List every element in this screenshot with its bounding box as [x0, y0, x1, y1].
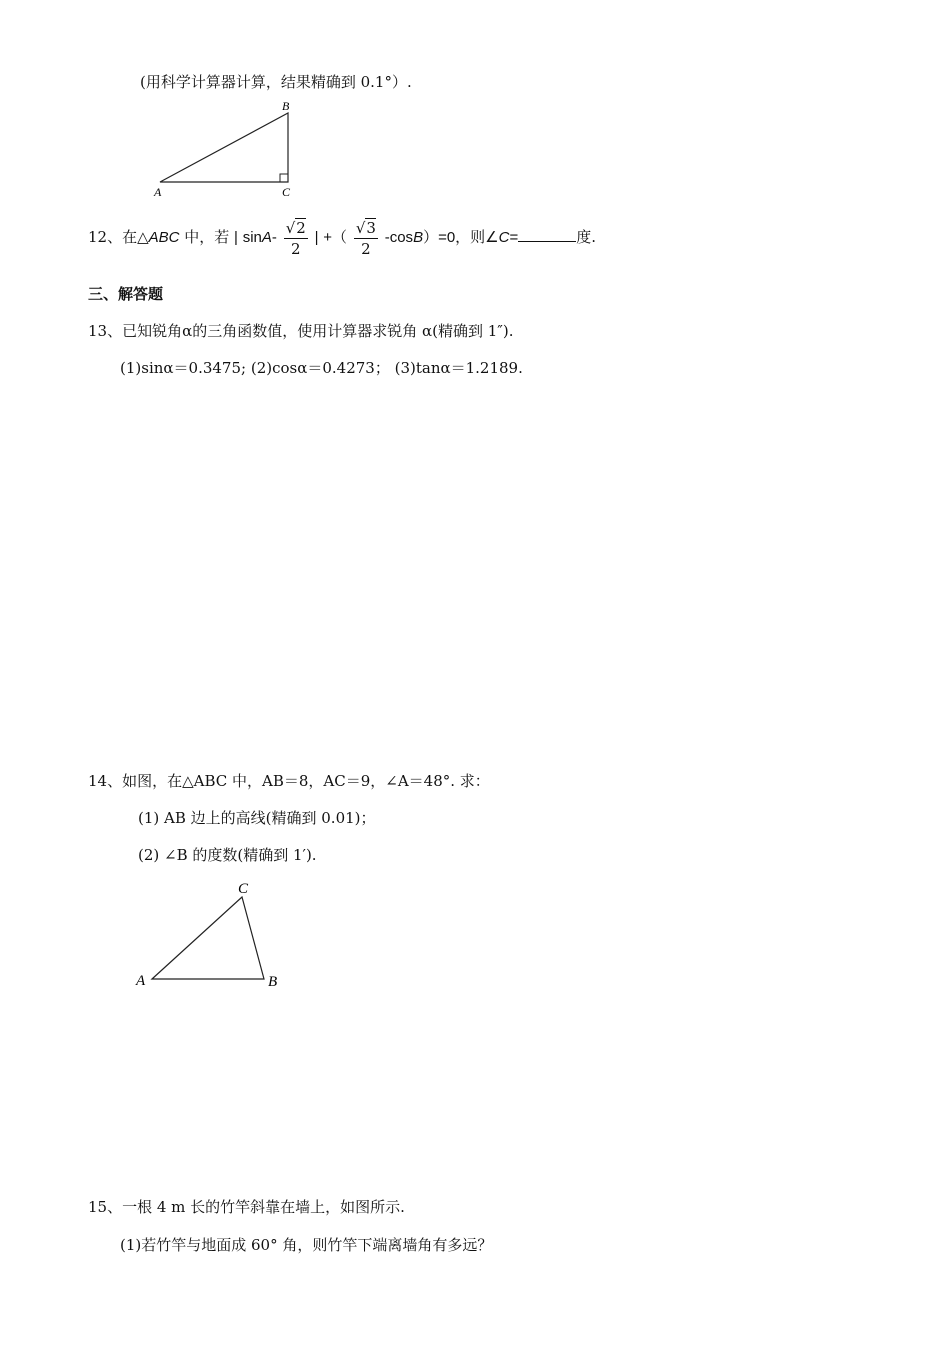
q11-triangle	[160, 113, 288, 182]
q12-zhong-ruo: 中，若	[179, 228, 230, 246]
q14-sub2: (2) ∠B 的度数(精确到 1′).	[138, 846, 317, 864]
q12-answer-blank[interactable]	[518, 225, 576, 242]
q15-sub1: (1)若竹竿与地面成 60° 角，则竹竿下端离墙角有多远？	[120, 1236, 493, 1254]
q11-label-a: A	[154, 185, 162, 199]
q12-abs-bar-right: |	[314, 229, 319, 246]
q12-close-eq: ）=0，则∠	[423, 229, 499, 246]
section-title-answers: 三、解答题	[88, 285, 164, 303]
q12-question	[88, 212, 596, 262]
q11-label-b: B	[282, 99, 290, 113]
q15-question: 15、一根 4 m 长的竹竿斜靠在墙上，如图所示.	[88, 1198, 405, 1216]
q12-b: B	[413, 229, 424, 246]
q12-frac2-den: 2	[361, 239, 371, 258]
q12-sqrt-sign-2: √	[355, 218, 366, 237]
q12-plus-paren: +（	[323, 229, 348, 246]
q13-question: 13、已知锐角α的三角函数值，使用计算器求锐角 α(精确到 1″).	[88, 322, 514, 340]
q12-fraction-sqrt3-over-2	[354, 218, 378, 259]
q14-label-b: B	[268, 974, 278, 990]
q12-cos: -cos	[384, 229, 414, 246]
q14-label-a: A	[136, 973, 146, 989]
q11-right-angle-mark	[280, 174, 288, 182]
q14-triangle	[152, 897, 264, 979]
q11-note: (用科学计算器计算，结果精确到 0.1°）.	[140, 73, 412, 91]
q12-frac1-den: 2	[290, 239, 301, 258]
q14-triangle-figure	[132, 876, 292, 996]
q14-question: 14、如图，在△ABC 中，AB＝8，AC＝9，∠A＝48°. 求：	[88, 772, 490, 790]
q12-frac1-num: 2	[296, 218, 306, 237]
q12-abc: ABC	[148, 229, 180, 246]
q12-eq: =	[509, 229, 519, 246]
q11-label-c: C	[282, 185, 291, 199]
q14-sub1: (1) AB 边上的高线(精确到 0.01)；	[138, 809, 376, 827]
q12-sin: sin	[242, 229, 262, 246]
q12-c: C	[498, 229, 510, 246]
q12-frac2-num: 3	[366, 218, 376, 237]
q12-prefix: 12、在△	[88, 228, 149, 246]
q13-items: (1)sinα＝0.3475; (2)cosα＝0.4273； (3)tanα＝1.2189.	[120, 359, 523, 377]
q12-suffix: 度.	[576, 228, 597, 246]
q12-minus: -	[271, 229, 277, 246]
q12-sqrt-sign-1: √	[285, 218, 296, 237]
q12-a: A	[261, 229, 272, 246]
q11-right-triangle-figure	[150, 98, 310, 200]
q14-label-c: C	[238, 881, 249, 897]
q12-fraction-sqrt2-over-2	[284, 218, 308, 259]
q12-abs-bar-left: |	[234, 229, 238, 246]
